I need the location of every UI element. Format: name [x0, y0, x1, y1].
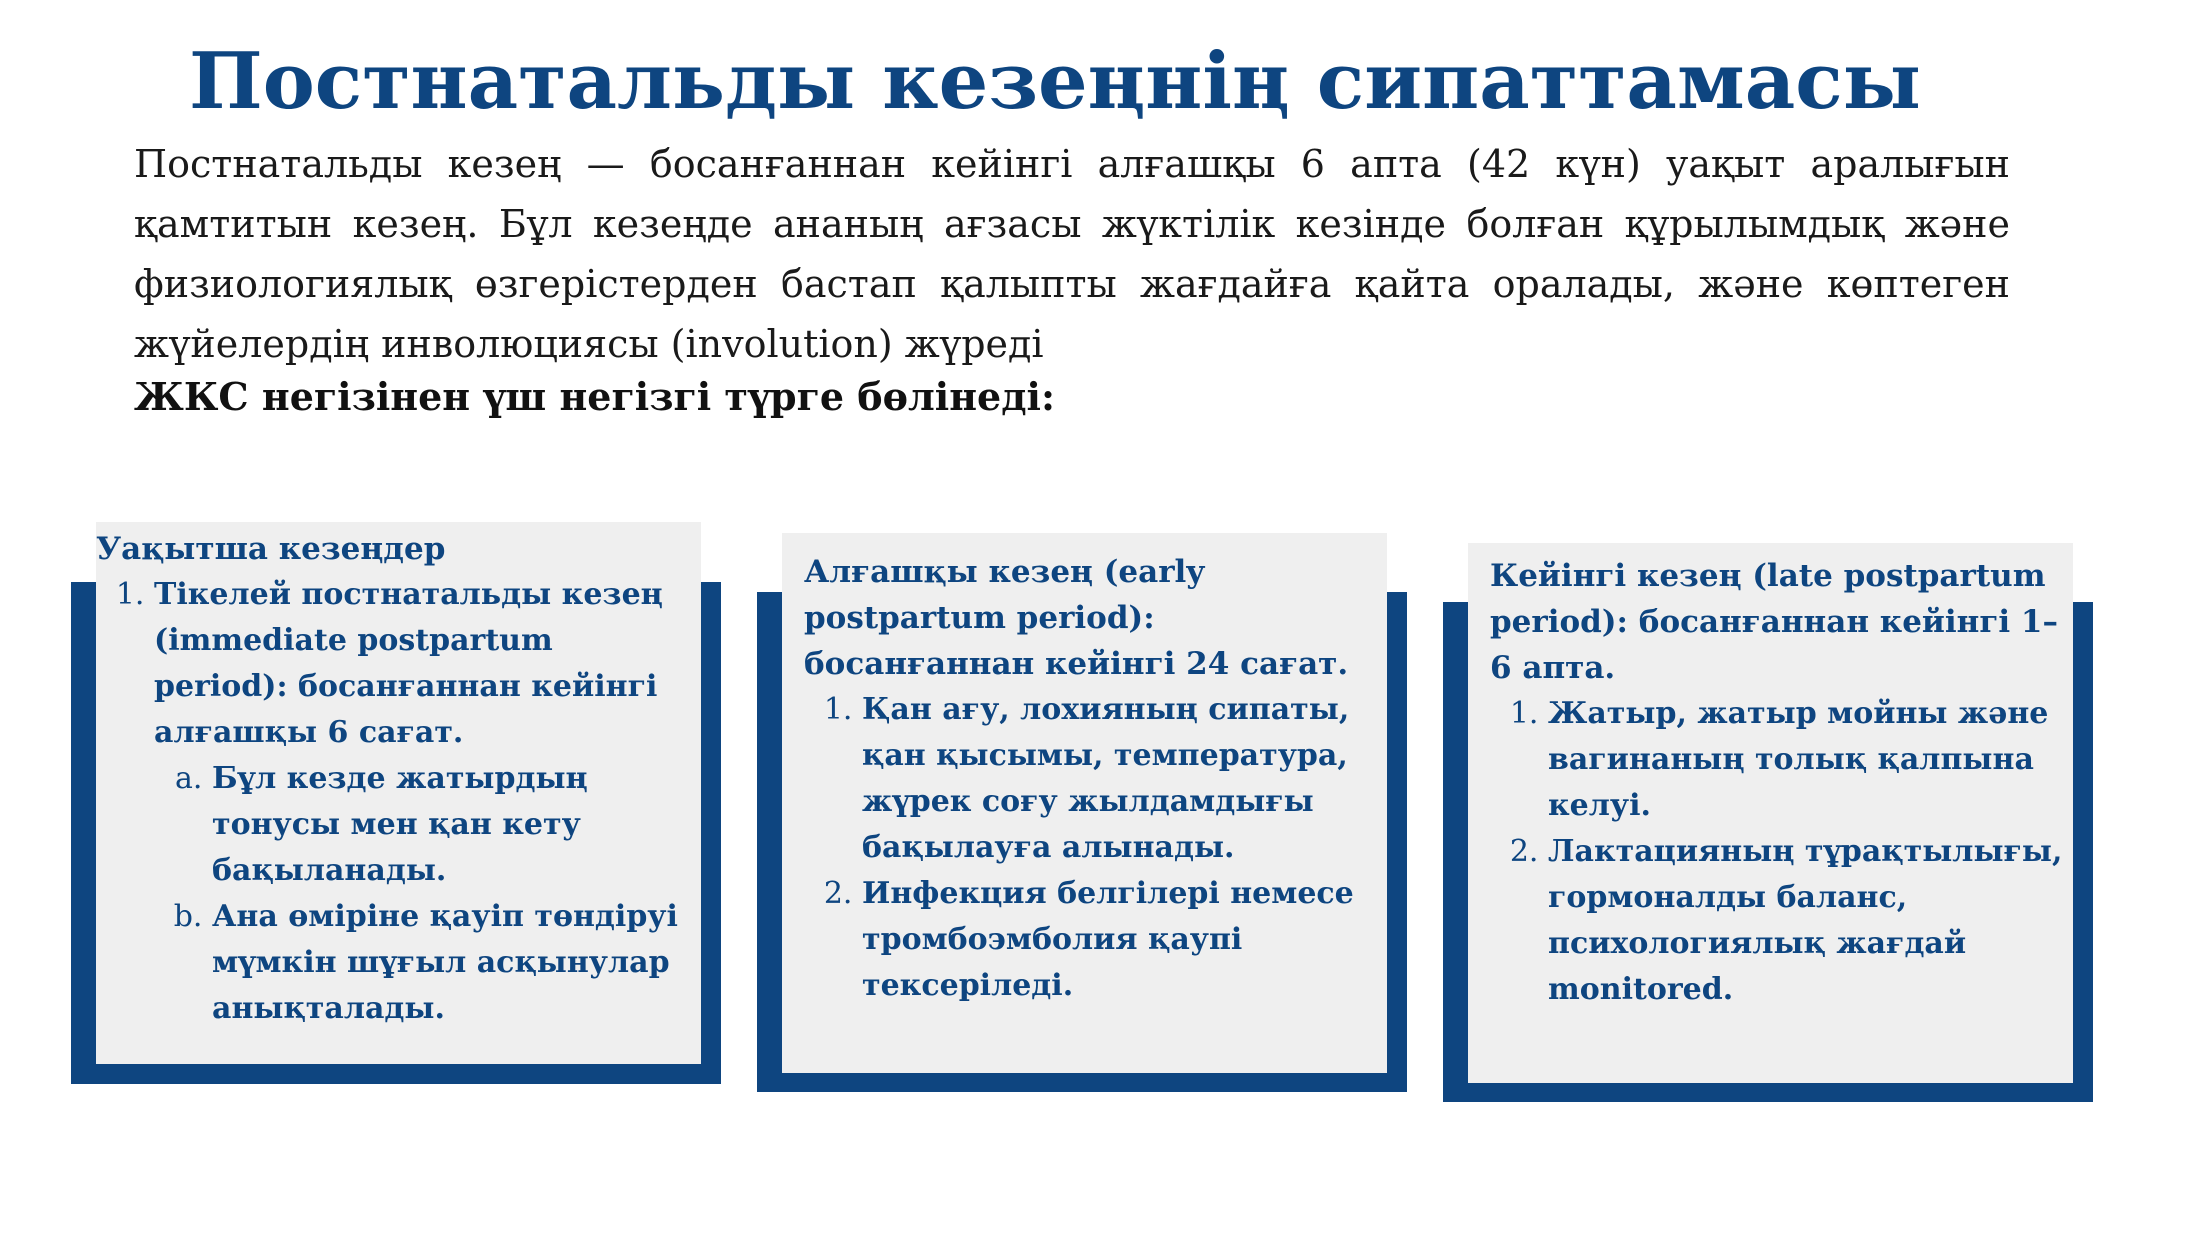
list-item-text: Ана өміріне қауіп төндіруі мүмкін шұғыл асқынулар анықталады.	[212, 899, 678, 1026]
card-2-heading: Алғашқы кезең (early postpartum period): босанғаннан кейінгі 24 сағат.	[804, 554, 1349, 682]
card-3-panel	[1468, 543, 2073, 1083]
list-item-text: Қан ағу, лохияның сипаты, қан қысымы, температура, жүрек соғу жылдамдығы бақылауға алынады.	[862, 692, 1350, 865]
list-item-text: Инфекция белгілері немесе тромбоэмболия қаупі тексеріледі.	[862, 876, 1354, 1003]
card-3-heading: Кейінгі кезең (late postpartum period): босанғаннан кейінгі 1–6 апта.	[1490, 558, 2059, 686]
card-1-panel	[96, 522, 701, 1064]
intro-paragraph: Постнатальды кезең — босанғаннан кейінгі алғашқы 6 апта (42 күн) уақыт аралығын қамтитын кезең. Бұл кезеңде ананың ағзасы жүктілік кезінде болған құрылымдық және физиологиялық өзгерістерден бастап қалыпты жағдайға қайта оралады, және көптеген жүйелердің инволюциясы (involution) жүреді	[134, 142, 2010, 366]
card-1-heading: Уақытша кезеңдер	[96, 531, 446, 567]
card-3-list	[1490, 691, 2063, 1013]
section-subheading: ЖКС негізінен үш негізгі түрге бөлінеді:	[134, 374, 1055, 419]
list-item	[212, 756, 691, 894]
card-2-list	[804, 687, 1377, 1009]
list-item	[1548, 691, 2063, 829]
card-1-list	[96, 572, 691, 1032]
list-item-text: Тікелей постнатальды кезең (immediate postpartum period): босанғаннан кейінгі алғашқы 6 сағат.	[154, 577, 663, 750]
list-item-text: Бұл кезде жатырдың тонусы мен қан кету бақыланады.	[212, 761, 588, 888]
card-2-panel	[782, 533, 1387, 1073]
list-item-text: Лактацияның тұрақтылығы, гормоналды баланс, психологиялық жағдай monitored.	[1548, 834, 2063, 1007]
card-1-sublist	[154, 756, 691, 1032]
page-title: Постнатальды кезеңнің сипаттамасы	[189, 36, 1921, 127]
list-item	[862, 687, 1377, 871]
list-item	[212, 894, 691, 1032]
list-item	[154, 572, 691, 1032]
list-item	[862, 871, 1377, 1009]
list-item	[1548, 829, 2063, 1013]
list-item-text: Жатыр, жатыр мойны және вагинаның толық қалпына келуі.	[1548, 696, 2049, 823]
